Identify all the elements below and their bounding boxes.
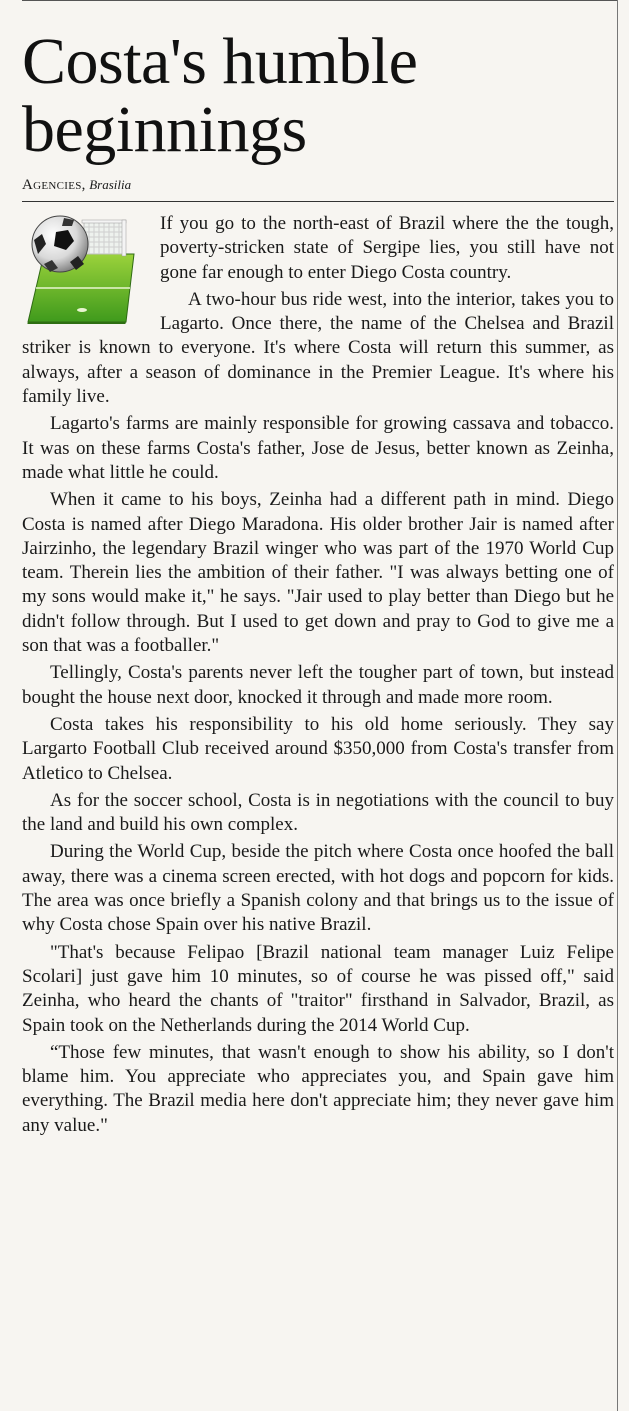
paragraph: If you go to the north-east of Brazil where the the tough, poverty-stricken state of Sergipe lies, you still have not gone far enough to enter Diego Costa country. — [160, 213, 614, 283]
top-rule — [22, 0, 618, 1]
paragraph: When it came to his boys, Zeinha had a different path in mind. Diego Costa is named after Diego Maradona. His older brother Jair is named after Jairzinho, the legendary Brazil winger who was part of the 1970 World Cup team. Therein lies the ambition of their father. "I was always betting one of my sons would make it," he says. "Jair used to play better than Diego but he didn't follow through. But I used to get down and pray to God to give me a son that was a footballer." — [22, 489, 614, 657]
paragraph: A two-hour bus ride west, into the interior, takes you to Lagarto. Once there, the name of the Chelsea and Brazil striker is known to everyone. It's where Costa will return this summer, as always, after a season of dominance in the Premier League. It's where his family live. — [22, 288, 614, 408]
paragraph: Lagarto's farms are mainly responsible for growing cassava and tobacco. It was on these farms Costa's father, Jose de Jesus, better known as Zeinha, made what little he could. — [22, 413, 614, 483]
article — [22, 22, 614, 1141]
headline-line-2: beginnings — [22, 93, 307, 166]
article-body — [22, 212, 614, 1138]
byline-source: Agencies, — [22, 177, 86, 193]
paragraph: “Those few minutes, that wasn't enough to show his ability, so I don't blame him. You appreciate who appreciates you, and Spain gave him everything. The Brazil media here don't appreciate him; they never gave him any value." — [22, 1041, 614, 1136]
column-rule — [617, 0, 618, 1411]
paragraph: During the World Cup, beside the pitch where Costa once hoofed the ball away, there was a cinema screen erected, with hot dogs and popcorn for kids. The area was once briefly a Spanish colony and that brings us to the issue of why Costa chose Spain over his native Brazil. — [22, 841, 614, 936]
byline — [22, 176, 614, 202]
paragraph: Costa takes his responsibility to his old home seriously. They say Largarto Football Club received around $350,000 from Costa's transfer from Atletico to Chelsea. — [22, 713, 614, 784]
byline-place: Brasilia — [89, 177, 132, 192]
headline-line-1: Costa's humble — [22, 25, 418, 98]
paragraph: "That's because Felipao [Brazil national team manager Luiz Felipe Scolari] just gave him 10 minutes, so of course he was pissed off," said Zeinha, who heard the chants of "traitor" firsthand in Salvador, Brazil, as Spain took on the Netherlands during the 2014 World Cup. — [22, 941, 614, 1036]
headline — [22, 22, 614, 164]
paragraph: As for the soccer school, Costa is in negotiations with the council to buy the land and build his own complex. — [22, 789, 614, 836]
paragraph: Tellingly, Costa's parents never left the tougher part of town, but instead bought the house next door, knocked it through and made more room. — [22, 662, 614, 708]
soccer-ball-goal-pitch-icon — [22, 214, 140, 324]
